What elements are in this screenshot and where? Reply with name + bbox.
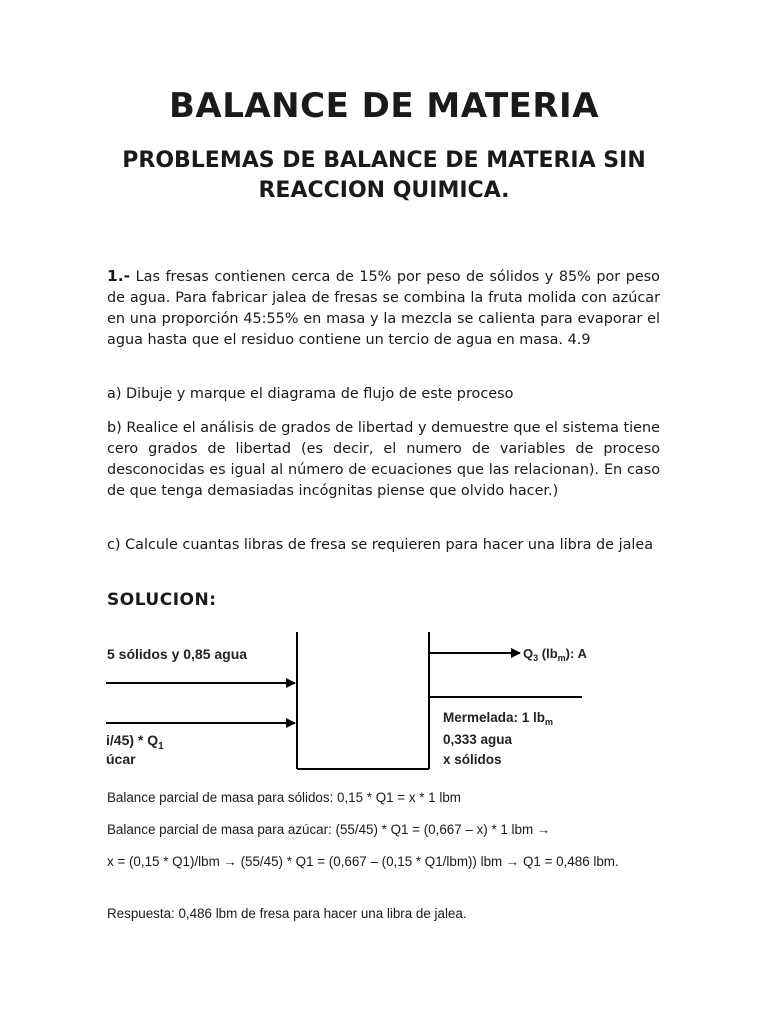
problem-statement-text: Las fresas contienen cerca de 15% por peso de sólidos y 85% por peso de agua. Para fabricar jalea de fresas se combina la fruta molida con azúcar en una proporción 45:55% en masa y la mezcla se calienta para evaporar el agua hasta que el residuo contiene un tercio de agua en masa. 4.9 xyxy=(107,269,660,348)
part-a: a) Dibuje y marque el diagrama de flujo de este proceso xyxy=(107,386,514,402)
q3-label: $Q_3$ $(lb_m)$: A xyxy=(523,646,587,663)
product-label: Mermelada: 1 $lb_m$ xyxy=(443,710,554,727)
answer-line: Respuesta: 0,486 lbm de fresa para hacer una libra de jalea. xyxy=(107,906,467,921)
sugar-label-2: úcar xyxy=(106,751,136,767)
flow-diagram xyxy=(106,630,587,776)
document-subtitle: PROBLEMAS DE BALANCE DE MATERIA SIN REACCION QUIMICA. xyxy=(122,148,646,203)
solution-heading: SOLUCION: xyxy=(107,590,217,610)
document-title: BALANCE DE MATERIA xyxy=(168,86,600,126)
sugar-balance: Balance parcial de masa para azúcar: (55/45) * Q1 = (0,667 – x) * 1 lbm → xyxy=(107,822,551,837)
problem-statement xyxy=(107,266,660,351)
feed-label: 5 sólidos y 0,85 agua xyxy=(107,646,248,662)
product-water: 0,333 agua xyxy=(443,732,513,747)
part-c: c) Calcule cuantas libras de fresa se requieren para hacer una libra de jalea xyxy=(107,537,654,553)
product-solids: x sólidos xyxy=(443,752,502,767)
solids-balance: Balance parcial de masa para sólidos: 0,15 * Q1 = x * 1 lbm xyxy=(107,790,461,805)
part-b: b) Realice el análisis de grados de libertad y demuestre que el sistema tiene cero grados de libertad (es decir, el numero de variables de proceso desconocidas es igual al número de ecuaciones que las relacionan). En caso de que tenga demasiadas incógnitas piense que olvido hacer.) xyxy=(107,420,660,499)
sugar-label: $i/45) * Q_1$ xyxy=(106,732,164,752)
problem-number: 1.- xyxy=(107,267,131,285)
substitution-equation: x = (0,15 * Q1)/lbm → (55/45) * Q1 = (0,667 – (0,15 * Q1/lbm)) lbm → Q1 = 0,486 lbm. xyxy=(107,854,619,869)
